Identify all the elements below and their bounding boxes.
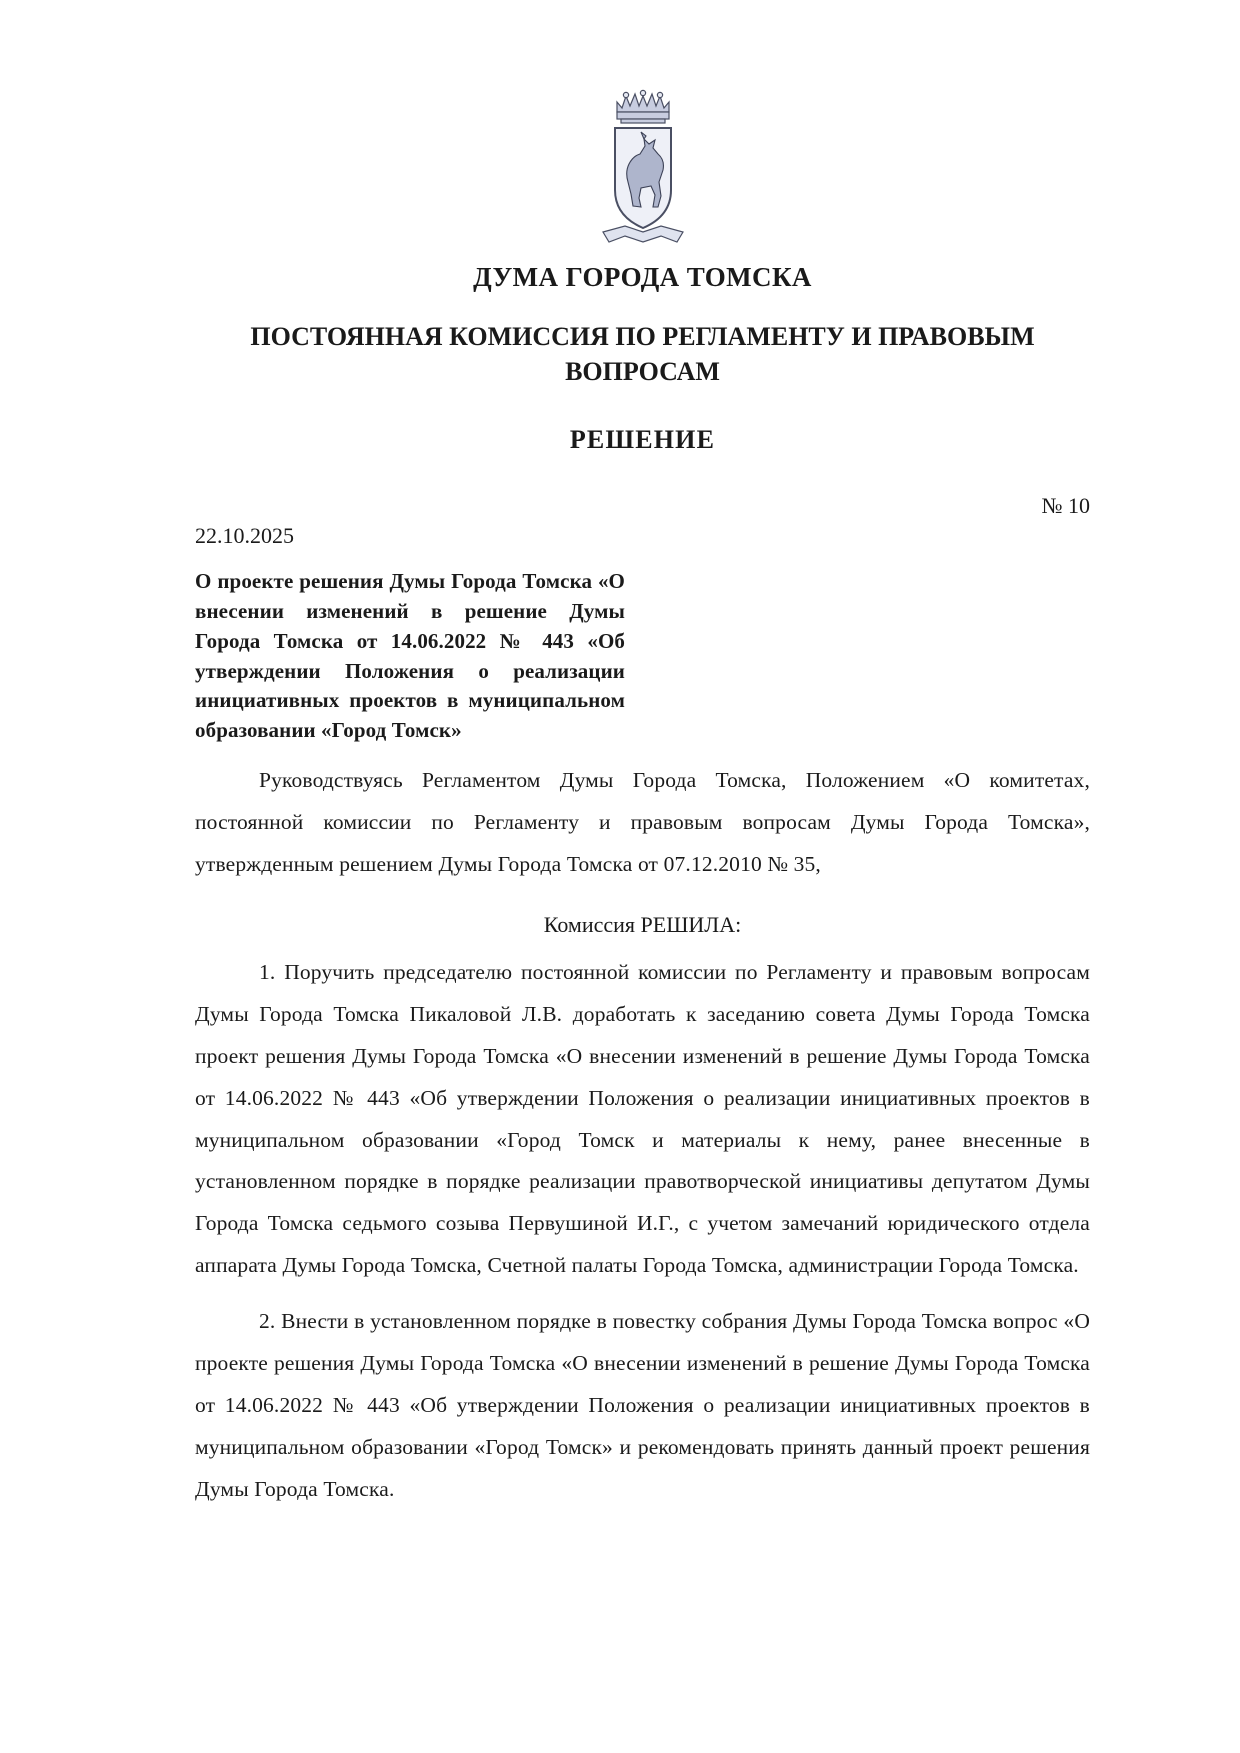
decision-heading: Комиссия РЕШИЛА: xyxy=(543,911,742,937)
tomsk-coat-of-arms-icon xyxy=(595,82,691,252)
document-meta xyxy=(195,493,1090,551)
document-date: 22.10.2025 xyxy=(195,523,294,549)
commission-title: ПОСТОЯННАЯ КОМИССИЯ ПО РЕГЛАМЕНТУ И ПРАВОВЫМ ВОПРОСАМ xyxy=(250,322,1035,387)
resolution-item-2: 2. Внести в установленном порядке в повестку собрания Думы Города Томска вопрос «О проекте решения Думы Города Томска «О внесении изменений в решение Думы Города Томска от 14.06.2022 № 443 «Об утверждении Положения о реализации инициативных проектов в муниципальном образовании «Город Томск» и рекомендовать принять данный проект решения Думы Города Томска. xyxy=(195,1309,1090,1501)
document-number: № 10 xyxy=(1041,493,1090,519)
organization-title: ДУМА ГОРОДА ТОМСКА xyxy=(473,262,812,292)
emblem-container xyxy=(195,82,1090,252)
preamble-paragraph: Руководствуясь Регламентом Думы Города Томска, Положением «О комитетах, постоянной комиссии по Регламенту и правовым вопросам Думы Города Томска», утвержденным решением Думы Города Томска от 07.12.2010 № 35, xyxy=(195,768,1090,876)
document-subject: О проекте решения Думы Города Томска «О внесении изменений в решение Думы Города Томска от 14.06.2022 № 443 «Об утверждении Положения о реализации инициативных проектов в муниципальном образовании «Город Томск» xyxy=(195,569,625,743)
document-type: РЕШЕНИЕ xyxy=(569,425,716,455)
resolution-item-1: 1. Поручить председателю постоянной комиссии по Регламенту и правовым вопросам Думы Города Томска Пикаловой Л.В. доработать к заседанию совета Думы Города Томска проект решения Думы Города Томска «О внесении изменений в решение Думы Города Томска от 14.06.2022 № 443 «Об утверждении Положения о реализации инициативных проектов в муниципальном образовании «Город Томск и материалы к нему, ранее внесенные в установленном порядке в порядке реализации правотворческой инициативы депутатом Думы Города Томска седьмого созыва Первушиной И.Г., с учетом замечаний юридического отдела аппарата Думы Города Томска, Счетной палаты Города Томска, администрации Города Томска. xyxy=(195,959,1090,1278)
